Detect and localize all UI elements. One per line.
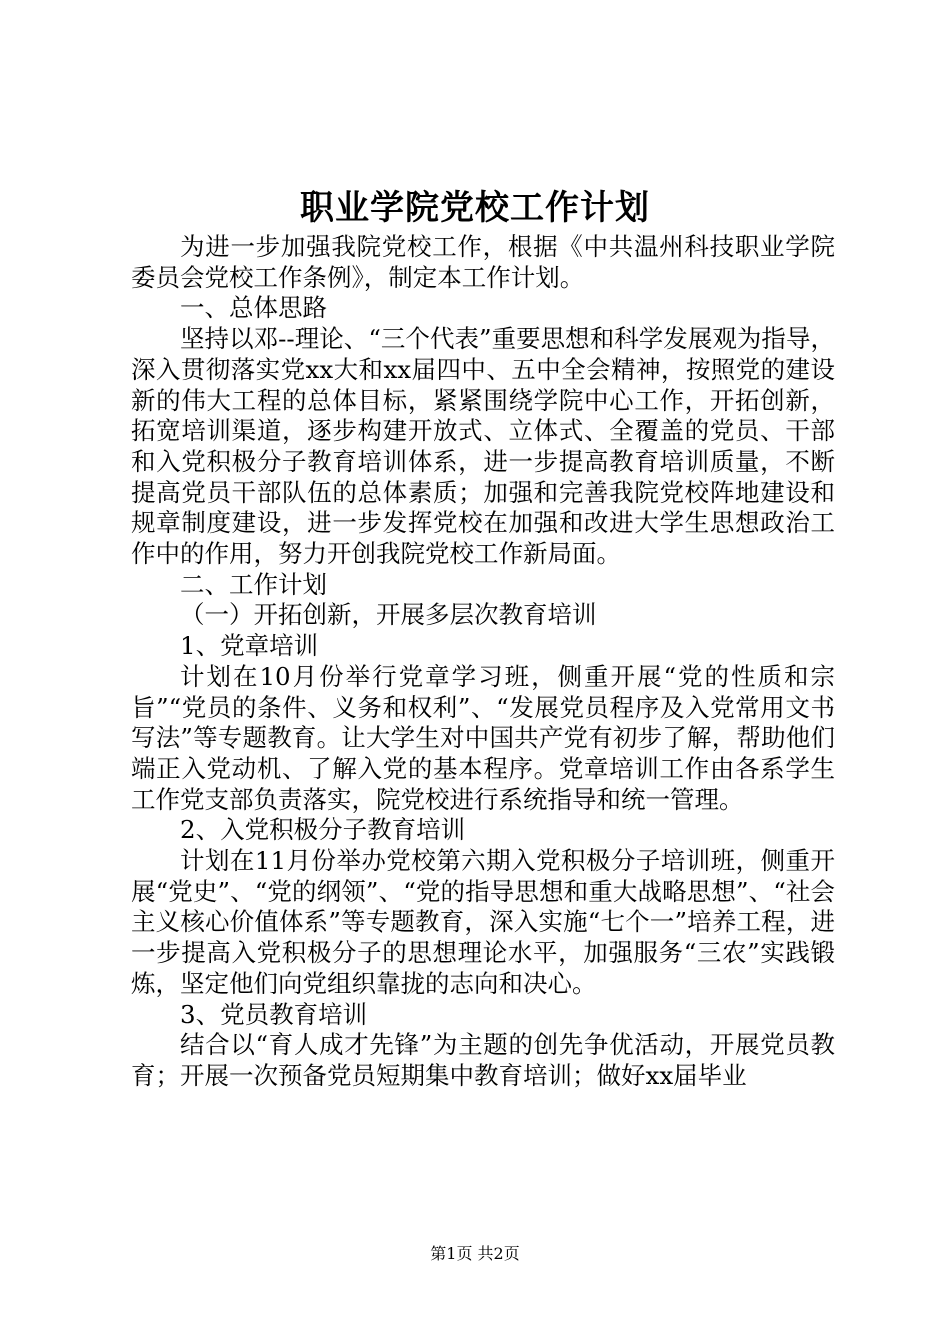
item-heading-2: 2、入党积极分子教育培训: [180, 815, 466, 845]
section-heading-1: 一、总体思路: [180, 293, 327, 323]
body-paragraph: 坚持以邓--理论、“三个代表”重要思想和科学发展观为指导，深入贯彻落实党xx大和xx届四中、五中全会精神，按照党的建设新的伟大工程的总体目标，紧紧围绕学院中心工作，开拓创新，拓宽培训渠道，逐步构建开放式、立体式、全覆盖的党员、干部和入党积极分子教育培训体系，进一步提高教育培训质量，不断提高党员干部队伍的总体素质；加强和完善我院党校阵地建设和规章制度建设，进一步发挥党校在加强和改进大学生思想政治工作中的作用，努力开创我院党校工作新局面。: [131, 324, 835, 569]
document-title: 职业学院党校工作计划: [300, 188, 650, 228]
item-heading-3: 3、党员教育培训: [180, 999, 368, 1029]
body-paragraph: 计划在10月份举行党章学习班，侧重开展“党的性质和宗旨”“党员的条件、义务和权利”、“发展党员程序及入党常用文书写法”等专题教育。让大学生对中国共产党有初步了解，帮助他们端正入党动机、了解入党的基本程序。党章培训工作由各系学生工作党支部负责落实，院党校进行系统指导和统一管理。: [131, 661, 835, 814]
intro-paragraph: 为进一步加强我院党校工作，根据《中共温州科技职业学院委员会党校工作条例》，制定本工作计划。: [131, 232, 835, 292]
subsection-heading: （一）开拓创新，开展多层次教育培训: [180, 600, 597, 630]
item-heading-1: 1、党章培训: [180, 631, 319, 661]
body-paragraph: 结合以“育人成才先锋”为主题的创先争优活动，开展党员教育；开展一次预备党员短期集中教育培训；做好xx届毕业: [131, 1030, 835, 1090]
body-paragraph: 计划在11月份举办党校第六期入党积极分子培训班，侧重开展“党史”、“党的纲领”、“党的指导思想和重大战略思想”、“社会主义核心价值体系”等专题教育，深入实施“七个一”培养工程，进一步提高入党积极分子的思想理论水平，加强服务“三农”实践锻炼，坚定他们向党组织靠拢的志向和决心。: [131, 846, 835, 998]
document-body: [131, 232, 835, 1092]
page-footer: 第1页 共2页: [430, 1244, 520, 1263]
section-heading-2: 二、工作计划: [180, 569, 327, 599]
